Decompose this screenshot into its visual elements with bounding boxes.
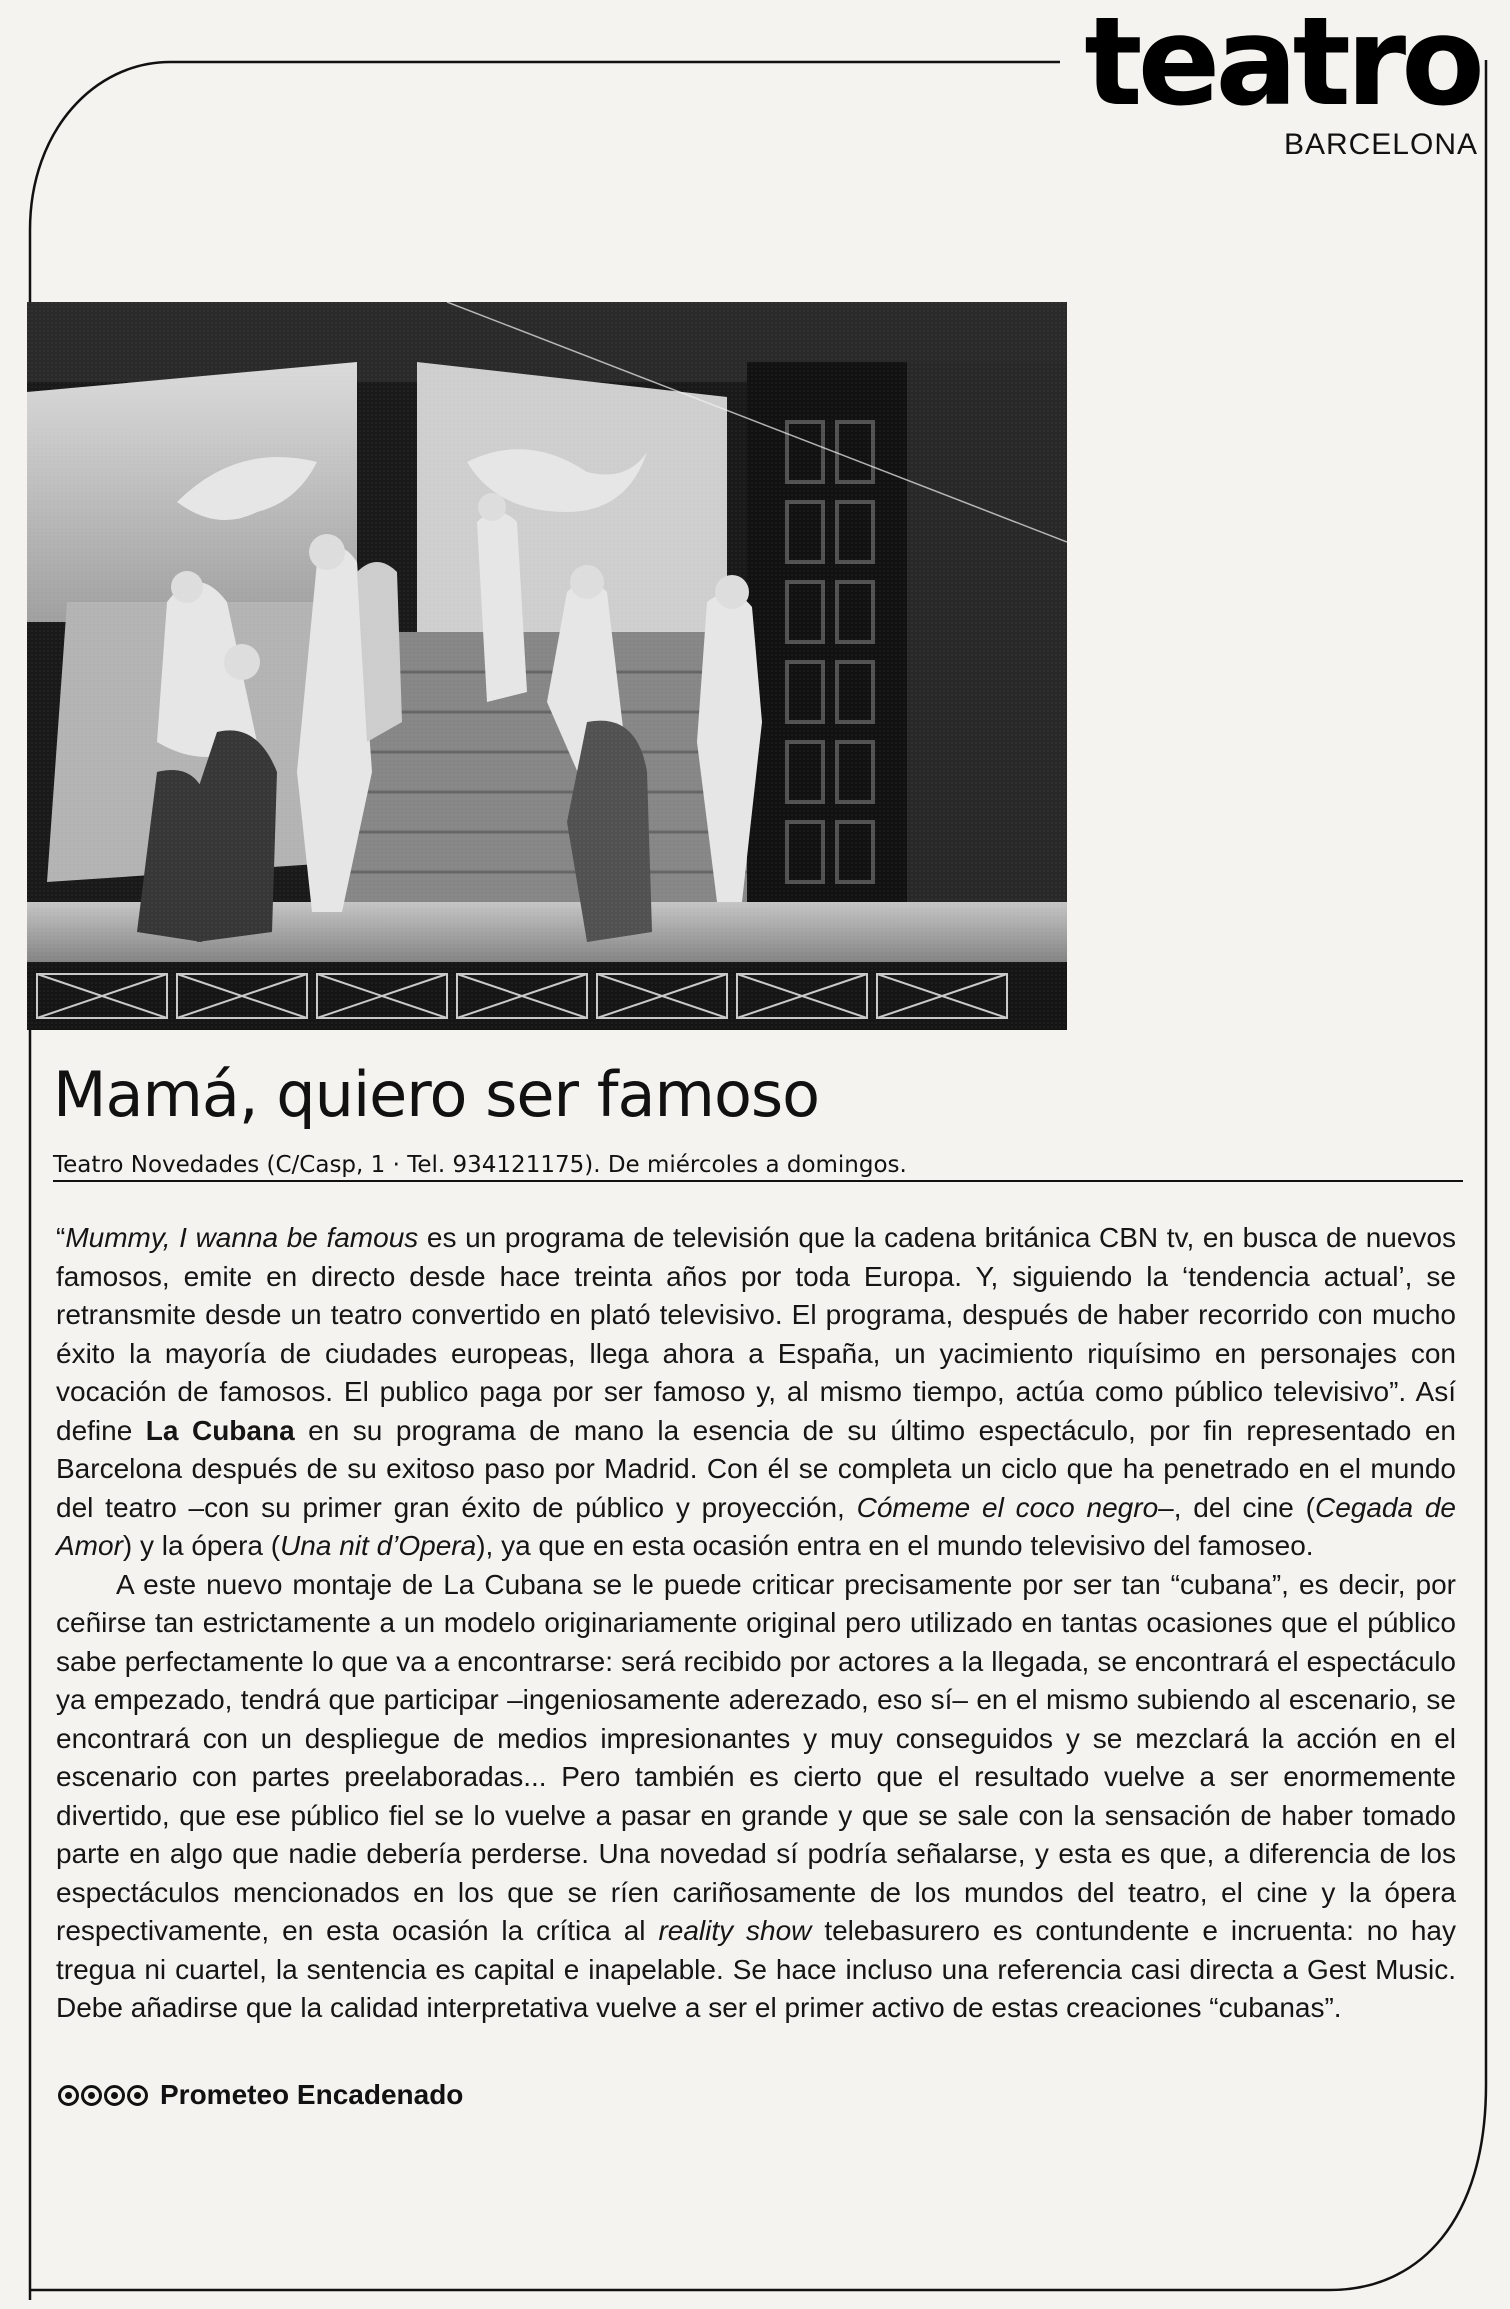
text-run: “	[56, 1222, 66, 1253]
rating	[58, 2085, 150, 2106]
stage-photo-image	[27, 302, 1067, 1030]
article-venue: Teatro Novedades (C/Casp, 1 · Tel. 934121175). De miércoles a domingos.	[53, 1152, 907, 1178]
italic-text: reality show	[658, 1915, 812, 1946]
article-headline: Mamá, quiero ser famoso	[53, 1058, 820, 1131]
article-paragraph-2	[56, 1566, 1456, 2028]
italic-text: Mummy, I wanna be famous	[65, 1222, 419, 1253]
bold-text: La Cubana	[145, 1414, 295, 1446]
section-title: teatro	[1084, 0, 1480, 133]
rating-circle-icon	[81, 2085, 102, 2106]
italic-text: Cegada de Amor	[56, 1491, 1456, 1561]
author-name: Prometeo Encadenado	[160, 2079, 464, 2110]
text-run: es un programa de televisión que la cadena británica CBN tv, en busca de nuevos famosos, emite en directo desde hace treinta años por toda Europa. Y, siguiendo la ‘tendencia actual’, se retransmite desde un teatro convertido en plató televisivo. El programa, después de haber recorrido con mucho éxito la mayoría de ciudades europeas, llega ahora a España, un yacimiento riquísimo en personajes con vocación de famosos. El publico paga por ser famoso y, al mismo tiempo, actúa como público televisivo”. Así define	[56, 1222, 1456, 1446]
text-run: ) y la ópera (	[122, 1530, 281, 1561]
section-city: BARCELONA	[1283, 128, 1478, 161]
text-run: ), ya que en esta ocasión entra en el mundo televisivo del famoseo.	[476, 1530, 1314, 1561]
text-run: en su programa de mano la esencia de su último espectáculo, por fin representado en Barcelona después de su exitoso paso por Madrid. Con él se completa un ciclo que ha penetrado en el mundo del teatro –con su primer gran éxito de público y proyección,	[56, 1414, 1456, 1523]
rating-circle-icon	[127, 2085, 148, 2106]
text-run: –, del cine (	[1158, 1491, 1315, 1523]
text-run: A este nuevo montaje de La Cubana se le puede criticar precisamente por ser tan “cubana”, es decir, por ceñirse tan estrictamente a un modelo originariamente original pero utilizado en tantas ocasiones que el público sabe perfectamente lo que va a encontrarse: será recibido por actores a la llegada, se encontrará el espectáculo ya empezado, tendrá que participar –ingeniosamente aderezado, eso sí– en el mismo subiendo al escenario, se encontrará con un despliegue de medios impresionantes y muy conseguidos y se mezclará la acción en el escenario con partes preelaboradas... Pero también es cierto que el resultado vuelve a ser enormemente divertido, que ese público fiel se lo vuelve a pasar en grande y que se sale con la sensación de haber tomado parte en algo que nadie debería perderse. Una novedad sí podría señalarse, y esta es que, a diferencia de los espectáculos mencionados en los que se ríen cariñosamente de los mundos del teatro, el cine y la ópera respectivamente, en esta ocasión la crítica al	[56, 1568, 1456, 1946]
venue-divider	[53, 1180, 1463, 1182]
article-signature	[58, 2076, 463, 2114]
article-body	[56, 1219, 1456, 2028]
masthead	[1084, 0, 1480, 162]
text-run: telebasurero es contundente e incruenta: no hay tregua ni cuartel, la sentencia es capital e inapelable. Se hace incluso una referencia casi directa a Gest Music. Debe añadirse que la calidad interpretativa vuelve a ser el primer activo de estas creaciones “cubanas”.	[56, 1915, 1456, 2023]
italic-text: Cómeme el coco negro	[856, 1491, 1159, 1523]
italic-text: Una nit d’Opera	[280, 1530, 477, 1561]
stage-photo	[27, 302, 1067, 1030]
article-paragraph-1	[56, 1219, 1456, 1566]
rating-circle-icon	[104, 2085, 125, 2106]
rating-circle-icon	[58, 2085, 79, 2106]
